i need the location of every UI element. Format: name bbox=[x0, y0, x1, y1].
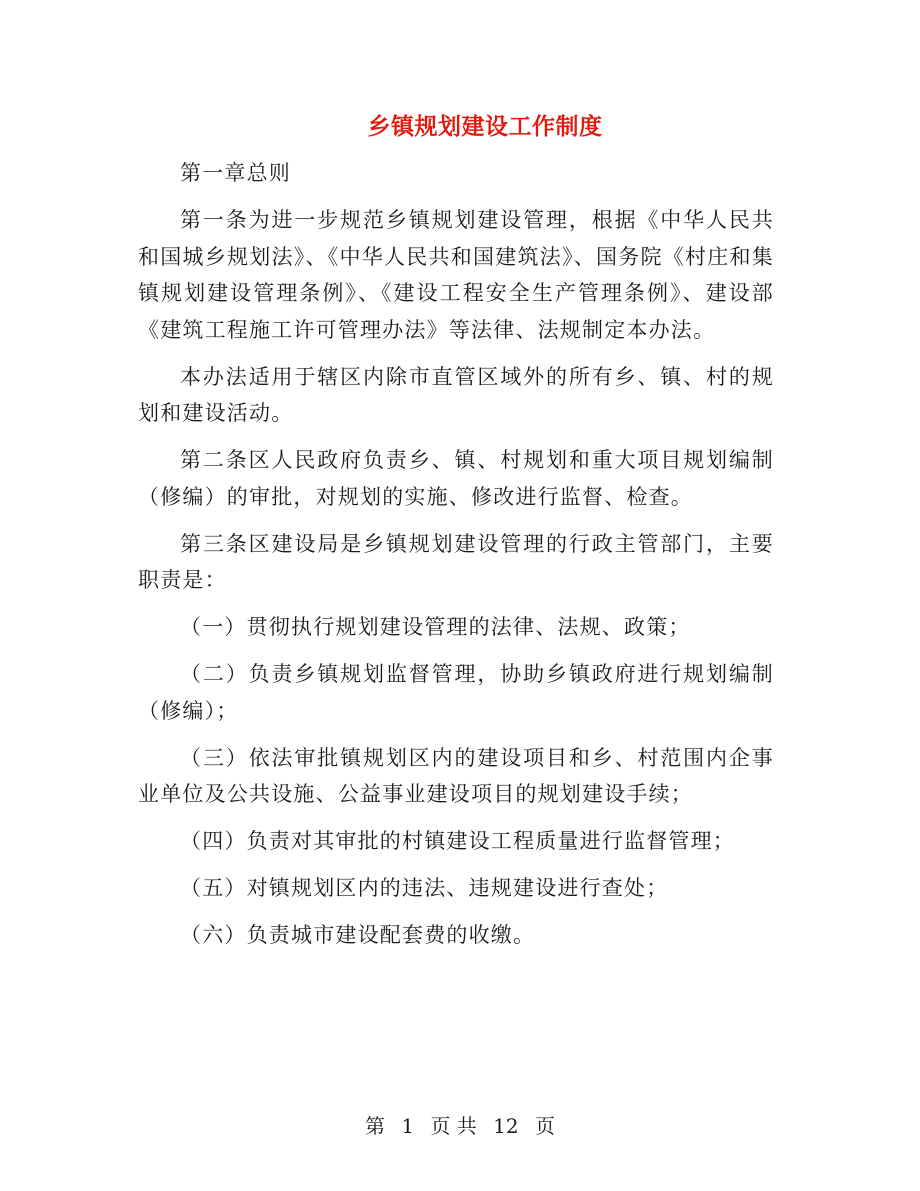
duty-item-2: （二）负责乡镇规划监督管理，协助乡镇政府进行规划编制（修编）； bbox=[138, 662, 774, 723]
page-footer bbox=[0, 1110, 920, 1139]
duty-item-1: （一）贯彻执行规划建设管理的法律、法规、政策； bbox=[180, 615, 691, 639]
current-page-number: 1 bbox=[401, 1114, 415, 1138]
article-1-paragraph: 第一条为进一步规范乡镇规划建设管理，根据《中华人民共和国城乡规划法》、《中华人民共和国建筑法》、国务院《村庄和集镇规划建设管理条例》、《建设工程安全生产管理条例》、建设部《建筑工程施工许可管理办法》等法律、法规制定本办法。 bbox=[138, 208, 774, 342]
article-3-paragraph: 第三条区建设局是乡镇规划建设管理的行政主管部门，主要职责是： bbox=[138, 531, 774, 592]
page-label-prefix: 第 bbox=[365, 1114, 385, 1138]
page-label-mid: 页 共 bbox=[430, 1114, 477, 1138]
chapter-heading: 第一章总则 bbox=[180, 161, 291, 185]
document-title: 乡镇规划建设工作制度 bbox=[367, 113, 603, 140]
document-body bbox=[138, 155, 774, 964]
duty-item-5: （五）对镇规划区内的违法、违规建设进行查处； bbox=[180, 876, 669, 900]
scope-paragraph: 本办法适用于辖区内除市直管区域外的所有乡、镇、村的规划和建设活动。 bbox=[138, 364, 774, 425]
article-2-paragraph: 第二条区人民政府负责乡、镇、村规划和重大项目规划编制（修编）的审批，对规划的实施、修改进行监督、检查。 bbox=[138, 448, 774, 509]
duty-item-6: （六）负责城市建设配套费的收缴。 bbox=[180, 923, 536, 947]
page-label-suffix: 页 bbox=[534, 1114, 555, 1138]
duty-item-4: （四）负责对其审批的村镇建设工程质量进行监督管理； bbox=[180, 829, 735, 853]
duty-item-3: （三）依法审批镇规划区内的建设项目和乡、村范围内企事业单位及公共设施、公益事业建设项目的规划建设手续； bbox=[138, 745, 774, 806]
total-pages-number: 12 bbox=[493, 1114, 519, 1138]
